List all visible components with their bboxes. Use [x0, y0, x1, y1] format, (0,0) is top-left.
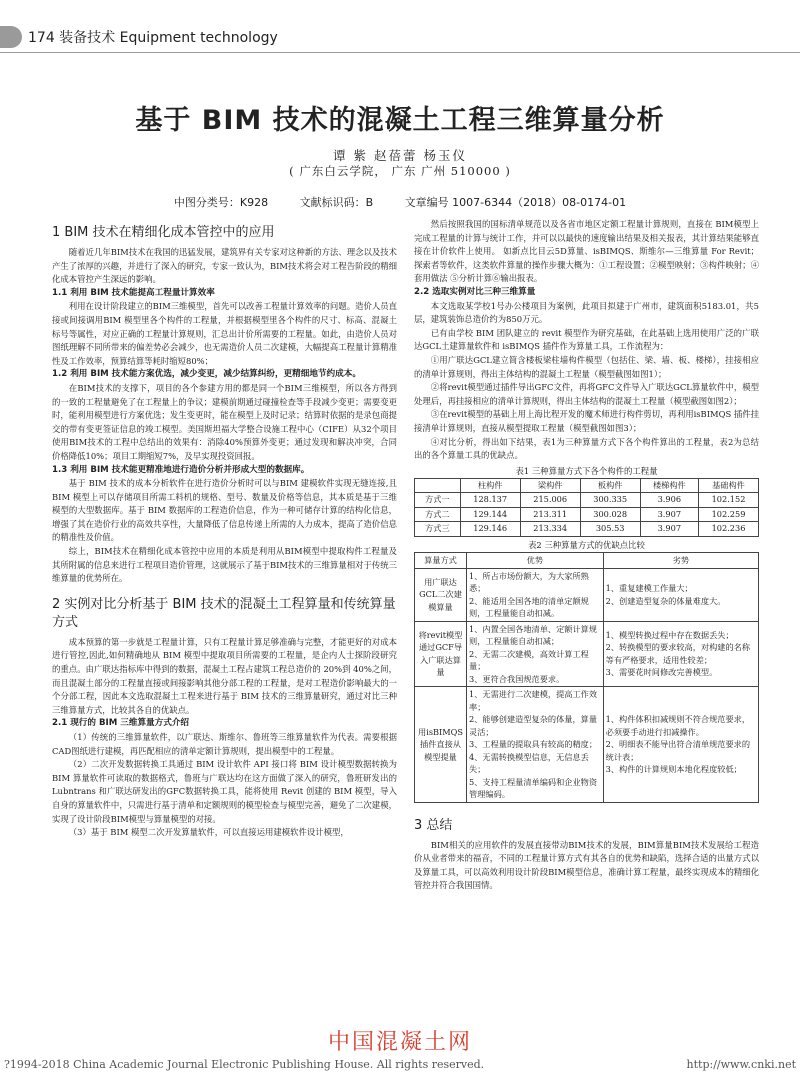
left-column	[52, 218, 397, 840]
list-item: 2、能够创建造型复杂的体量，算量灵活；	[469, 714, 598, 737]
list-item: 1、内置全国各地清单、定额计算规则，工程量能自动扣减；	[469, 623, 598, 647]
table-header-cell: 基础构件	[698, 478, 758, 493]
paragraph: ④对比分析，得出如下结果，表1为三种算量方式下各个构件算出的工程量，表2为总结出的各个算量工具的优缺点。	[414, 436, 759, 461]
pros-cell	[467, 687, 604, 803]
clc-number: 中图分类号：K928	[173, 196, 269, 209]
right-column	[414, 218, 759, 893]
table-header-cell: 楼梯构件	[640, 478, 698, 493]
list-item: 2、无需二次建模，高效计算工程量；	[469, 648, 589, 672]
table-header-cell: 劣势	[603, 553, 758, 569]
cons-cell	[603, 621, 758, 687]
table-row	[415, 522, 759, 537]
table-header-cell: 柱构件	[460, 478, 520, 493]
table-1-caption: 表1 三种算量方式下各个构件的工程量	[515, 465, 658, 476]
table-header-row	[415, 553, 759, 569]
table-cell: 128.137	[460, 493, 520, 508]
table-cell: 300.028	[580, 507, 640, 522]
list-item: 3、需要花时间修改完善模型。	[605, 667, 718, 678]
table-2-caption: 表2 三种算量方式的优缺点比较	[528, 540, 645, 551]
article-affiliation: ( 广东白云学院， 广东 广州 510000 )	[289, 164, 511, 178]
table-header-row	[415, 478, 759, 493]
list-item: 3、工程量的提取具有较高的精度；	[469, 739, 598, 750]
paragraph: ②将revit模型通过插件导出GFC文件，再将GFC文件导入广联达GCL算量软件中，模型处理后，再挂接相应的清单计算规则，得出主体结构的混凝土工程量（模型截图如图2）；	[414, 382, 759, 406]
cons-cell	[603, 568, 758, 621]
list-item: 2、转换模型的要求较高，对构建的名称等有严格要求，适用性较差；	[605, 642, 751, 665]
document-code: 文献标识码：B	[299, 196, 374, 209]
subsection-2-2-heading: 2.2 选取实例对比三种三维算量	[414, 286, 536, 297]
paragraph: （2）二次开发数据转换工具通过 BIM 设计软件 API 接口将 BIM 设计模型数据转换为BIM 算量软件可读取的数据格式，鲁班与广联达均在这方面做了深入的研究，鲁班研发出的Lubntrans 和广联达研发出的GFC数据转换工具，能将使用 Revit 创建的 BIM 模型，导入自身的算量软件中，只需进行基于清单和定额规则的模型检查与模型完善，避免了二次建模，实现了设计阶段BIM模型与算量模型的对接。	[52, 759, 397, 824]
table-cell: 方式二	[415, 507, 461, 522]
table-cell: 213.334	[520, 522, 580, 537]
table-cell: 215.006	[520, 493, 580, 508]
running-header: 174 装备技术 Equipment technology	[28, 30, 278, 46]
subsection-1-3-heading: 1.3 利用 BIM 技术能更精准地进行造价分析并形成大型的数据库。	[52, 464, 310, 475]
method-cell: 用广联达GCL二次建模算量	[415, 568, 467, 621]
copyright-footer	[4, 1058, 796, 1071]
table-row	[415, 507, 759, 522]
paragraph: 利用在设计阶段建立的BIM三维模型，首先可以改善工程量计算效率的问题。造价人员直接或间接调用BIM 模型里各个构件的工程量，并根据模型里各个构件的尺寸、标高、混凝土标号等属性，对应正确的工程量计算规则，汇总出计价所需要的工程量。如此，由造价人员对图纸理解不同所带来的偏差势必会减少，也无需造价人员二次建模，大幅提高工程量计算精准性及工作效率，预算结算等耗时缩短80%；	[52, 301, 397, 366]
table-header-cell: 算量方式	[415, 553, 467, 569]
paragraph: ①用广联达GCL建立简含楼板梁柱墙构件模型（包括住、梁、墙、板、楼梯），挂接相应的清单计算规则，得出主体结构的混凝土工程量（模型截图如图1）；	[414, 354, 759, 379]
paragraph: ③在revit模型的基础上用上海比程开发的魔术师进行构件剪切，再利用isBIMQS 插件挂接清单计算规则，直接从模型提取工程量（模型截图如图3）；	[414, 409, 759, 433]
paragraph: （1）传统的三维算量软件，以广联达、斯维尔、鲁班等三维算量软件为代表。需要根据CAD图纸进行建模，再匹配相应的清单定额计算规则，提出模型中的工程量。	[52, 732, 397, 756]
cons-cell	[603, 687, 758, 803]
paragraph: 随着近几年BIM技术在我国的迅猛发展，建筑界有关专家对这种新的方法、理念以及技术产生了浓厚的兴趣，并进行了深入的研究，专家一致认为，BIM技术将会对工程告阶段的精细化成本管控产生深远的影响。	[52, 247, 397, 285]
table-row	[415, 568, 759, 621]
paragraph: 综上，BIM技术在精细化成本管控中应用的本质是利用从BIM模型中提取构件工程量及其所附属的信息来进行工程项目造价管理，这就展示了基于BIM技术的三维算量相对于传统三维算量的优势所在。	[52, 546, 397, 584]
table-cell: 102.259	[698, 507, 758, 522]
table-header-cell: 板构件	[580, 478, 640, 493]
article-meta	[0, 194, 800, 210]
pros-cell	[467, 568, 604, 621]
paragraph: 在BIM技术的支撑下，项目的各个参建方用的都是同一个BIM三维模型，所以各方得到的一致的工程量避免了在工程量上的争议；建模前期通过碰撞检查等手段减少变更；需要变更时，能利用模型进行方案优选；发生变更时，能在模型上及时记录；结算时依据的是录包商提交的带有变更签证信息的竣工模型。美国斯坦福大学整合设施工程中心（CIFE）从32个项目使用BIM技术的工程中总结出的效果有：消除40%预算外变更；通过发现和解决冲突，合同价格降低10%；项目工期缩短7%，及早实现投资回报。	[52, 382, 397, 461]
table-cell: 102.236	[698, 522, 758, 537]
table-2	[414, 552, 759, 803]
table-header-cell: 优势	[467, 553, 604, 569]
table-1	[414, 478, 759, 537]
table-cell: 3.907	[640, 507, 698, 522]
table-cell: 3.907	[640, 522, 698, 537]
table-cell: 213.311	[520, 507, 580, 522]
article-title: 基于 BIM 技术的混凝土工程三维算量分析	[135, 105, 665, 136]
table-cell: 方式一	[415, 493, 461, 508]
subsection-1-1-heading: 1.1 利用 BIM 技术能提高工程量计算效率	[52, 287, 215, 298]
footer-url: http://www.cnki.net	[686, 1058, 796, 1071]
section-3-heading: 3 总结	[414, 817, 453, 833]
table-header-cell: 梁构件	[520, 478, 580, 493]
list-item: 1、模型转换过程中存在数据丢失；	[605, 629, 734, 640]
paragraph: （3）基于 BIM 模型二次开发算量软件，可以直接运用建模软件设计模型，	[68, 827, 349, 838]
section-2-heading: 2 实例对比分析基于 BIM 技术的混凝土工程算量和传统算量方式	[52, 596, 396, 630]
article-authors: 谭 紫 赵蓓蕾 杨玉仪	[333, 148, 467, 163]
paragraph: 已有由学校 BIM 团队建立的 revit 模型作为研究基础，在此基础上选用使用广泛的广联达GCL土建算量软件和 isBIMQS 插件作为算量工具，工作流程为：	[414, 327, 759, 352]
table-row	[415, 621, 759, 687]
list-item: 5、支持工程量清单编码和企业物资管理编码。	[469, 776, 598, 800]
table-cell: 方式三	[415, 522, 461, 537]
table-cell: 305.53	[580, 522, 640, 537]
table-cell: 129.146	[460, 522, 520, 537]
table-header-cell	[415, 478, 461, 493]
table-cell: 3.906	[640, 493, 698, 508]
table-cell: 102.152	[698, 493, 758, 508]
list-item: 3、更符合我国规范要求。	[469, 673, 565, 684]
paragraph: BIM相关的应用软件的发展直接带动BIM技术的发展，BIM算量BIM技术发展给工程造价从业者带来的福音，不同的工程量计算方式有其各自的优势和缺陷，选择合适的出量方式以及算量工具，可以高效利用设计阶段BIM模型信息，准确计算工程量，最终实现成本的精细化管控并符合我国国情。	[414, 839, 759, 891]
subsection-1-2-heading: 1.2 利用 BIM 技术能方案优选，减少变更，减少结算纠纷，更精细地节约成本。	[52, 369, 361, 380]
list-item: 3、构件的计算规则本地化程度较低；	[605, 764, 742, 775]
header-rule	[0, 52, 800, 53]
subsection-2-1-heading: 2.1 现行的 BIM 三维算量方式介绍	[52, 718, 190, 729]
paragraph: 本文选取某学校1号办公楼项目为案例，此项目拟建于广州市，建筑面积5183.01，共5层，建筑装饰总造价约为850万元。	[414, 300, 759, 325]
list-item: 4、无需转换模型信息，无信息丢失；	[469, 751, 589, 775]
site-logo: 中国混凝土网	[327, 1030, 472, 1055]
list-item: 2、能适用全国各地的清单定额规则，工程量能自动扣减。	[469, 595, 589, 619]
paragraph: 成本预算的第一步就是工程量计算，只有工程量计算足够准确与完整，才能更好的对成本进行管控,因此,如何精确地从 BIM 模型中提取项目所需要的工程量，是企内人士探阶段研究的重点。由广联达指标库中得到的数据，混凝土工程占建筑工程总造价的 20%到 40%之间，而且混凝土部分的工程量直接或间接影响其他分部工程的工程量，是对工程造价影响最大的一个分部工程，因此本文选取混凝土工程来进行基于 BIM 技术的三维算量研究，通过对比三种三维算量方式，比较其各自的优缺点。	[52, 636, 397, 715]
header-tab-marker	[0, 26, 22, 48]
table-cell: 300.335	[580, 493, 640, 508]
list-item: 2、创建造型复杂的体量难度大。	[605, 595, 726, 606]
list-item: 1、重复建模工作量大；	[605, 583, 693, 594]
table-row	[415, 493, 759, 508]
pros-cell	[467, 621, 604, 687]
table-row	[415, 687, 759, 803]
copyright-text: ?1994-2018 China Academic Journal Electronic Publishing House. All rights reserved.	[4, 1058, 485, 1071]
method-cell: 用isBIMQS插件直接从模型提量	[415, 687, 467, 803]
list-item: 2、明细表不能导出符合清单规范要求的统计表；	[605, 739, 751, 762]
method-cell: 将revit模型通过GCF导入广联达算量	[415, 621, 467, 687]
paragraph: 然后按照我国的国标清单规范以及各省市地区定额工程量计算规则，直接在 BIM模型上完成工程量的计算与统计工作，并可以以最快的速度输出结果及相关报表，其计算结果能够直接在计价软件上使用。 如新点比目云5D算量、isBIMQS、斯维尔—三维算量 For Revit；探索者等软件，这类软件算量的操作步骤大概为：①工程设置；②模型映射；③构件映射；④套用做法 ⑤分析计算⑥输出报表。	[414, 219, 759, 284]
list-item: 1、无需进行二次建模，提高工作效率；	[469, 689, 598, 712]
table-cell: 129.144	[460, 507, 520, 522]
list-item: 1、构件体积扣减规则不符合规范要求，必须要手动进行扣减操作。	[605, 714, 751, 737]
paragraph: 基于 BIM 技术的成本分析软件在进行造价分析时可以与BIM 建模软件实现无缝连接,且BIM 模型上可以存储项目所需工料机的规格、型号、数量及价格等信息，其本质是基于三维模型的大型数据库。基于 BIM 数据库的工程造价信息，作为一种可储存计算的结构化信息，增强了其在造价行业的高效共享性，大量降低了信息传递上所需的人力成本，提高了造价信息的精准性及价值。	[52, 478, 397, 543]
article-number: 文章编号 1007-6344（2018）08-0174-01	[404, 196, 627, 209]
section-1-heading: 1 BIM 技术在精细化成本管控中的应用	[52, 225, 275, 240]
list-item: 1、所占市场份额大，为大家所熟悉；	[469, 570, 589, 594]
